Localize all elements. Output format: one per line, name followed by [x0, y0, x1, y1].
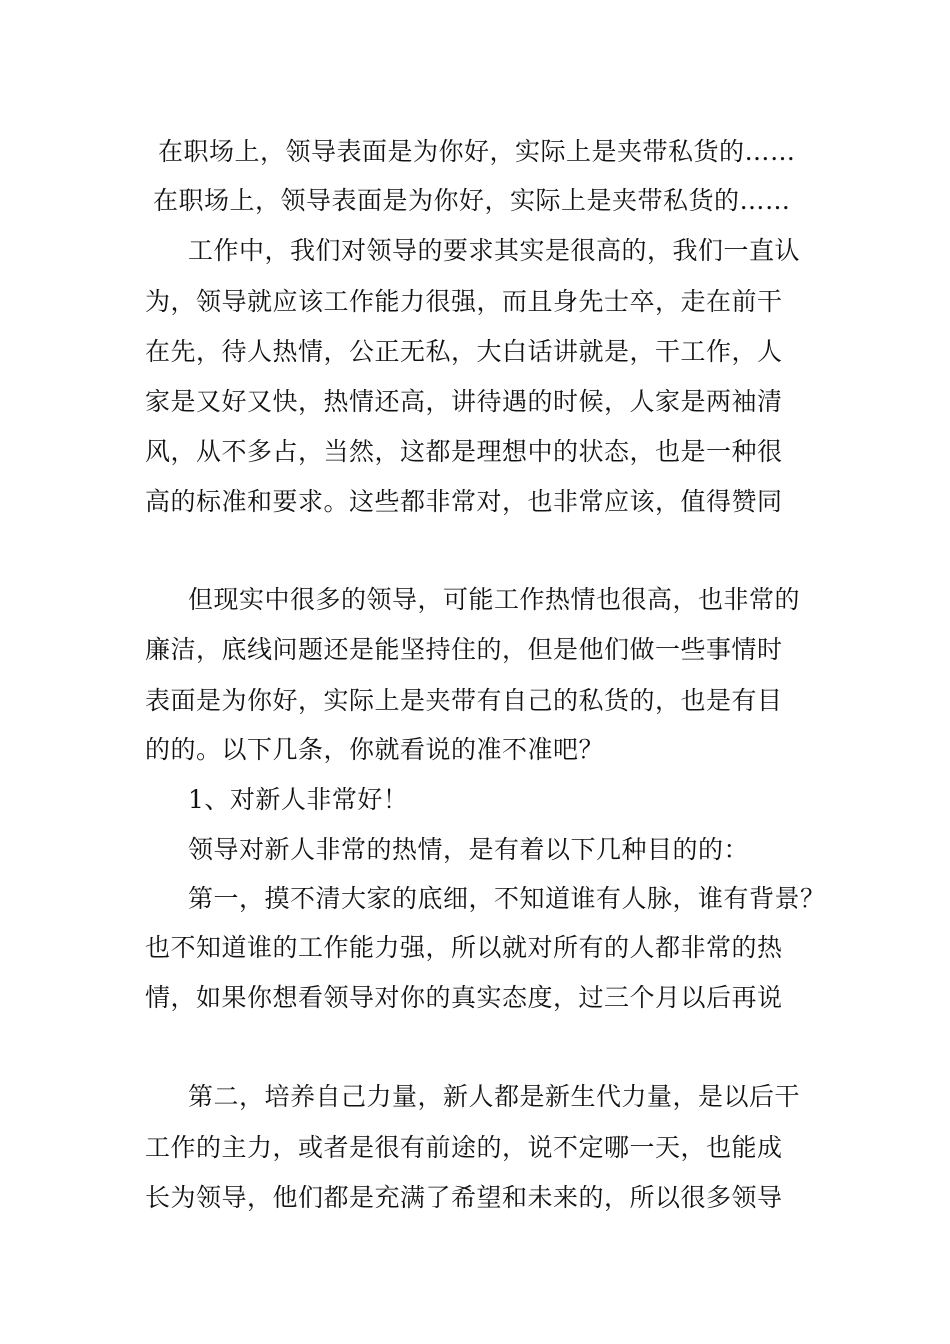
paragraph-line: 情，如果你想看领导对你的真实态度，过三个月以后再说	[145, 983, 783, 1012]
paragraph-line: 表面是为你好，实际上是夹带有自己的私货的，也是有目	[145, 686, 783, 715]
paragraph-line: 在先，待人热情，公正无私，大白话讲就是，干工作，人	[145, 337, 783, 366]
paragraph-line: 风，从不多占，当然，这都是理想中的状态，也是一种很	[145, 437, 783, 466]
paragraph-line: 也不知道谁的工作能力强，所以就对所有的人都非常的热	[145, 933, 783, 962]
paragraph-line: 的的。以下几条，你就看说的准不准吧？	[145, 735, 605, 764]
title-line: 在职场上，领导表面是为你好，实际上是夹带私货的……	[158, 137, 796, 166]
paragraph-line: 工作的主力，或者是很有前途的，说不定哪一天，也能成	[145, 1133, 783, 1162]
section-heading: 1、对新人非常好！	[188, 785, 409, 814]
paragraph-line: 为，领导就应该工作能力很强，而且身先士卒，走在前干	[145, 287, 783, 316]
paragraph-line: 领导对新人非常的热情，是有着以下几种目的的：	[188, 835, 750, 864]
paragraph-line: 第一，摸不清大家的底细，不知道谁有人脉，谁有背景？	[188, 884, 826, 913]
paragraph-line: 工作中，我们对领导的要求其实是很高的，我们一直认	[188, 236, 801, 265]
paragraph-line: 但现实中很多的领导，可能工作热情也很高，也非常的	[188, 585, 801, 614]
paragraph-line: 家是又好又快，热情还高，讲待遇的时候，人家是两袖清	[145, 387, 783, 416]
paragraph-line: 长为领导，他们都是充满了希望和未来的，所以很多领导	[145, 1183, 783, 1212]
paragraph-line: 第二，培养自己力量，新人都是新生代力量，是以后干	[188, 1082, 801, 1111]
paragraph-line: 高的标准和要求。这些都非常对，也非常应该，值得赞同	[145, 487, 783, 516]
paragraph-line: 廉洁，底线问题还是能坚持住的，但是他们做一些事情时	[145, 635, 783, 664]
title-line: 在职场上，领导表面是为你好，实际上是夹带私货的……	[153, 186, 791, 215]
